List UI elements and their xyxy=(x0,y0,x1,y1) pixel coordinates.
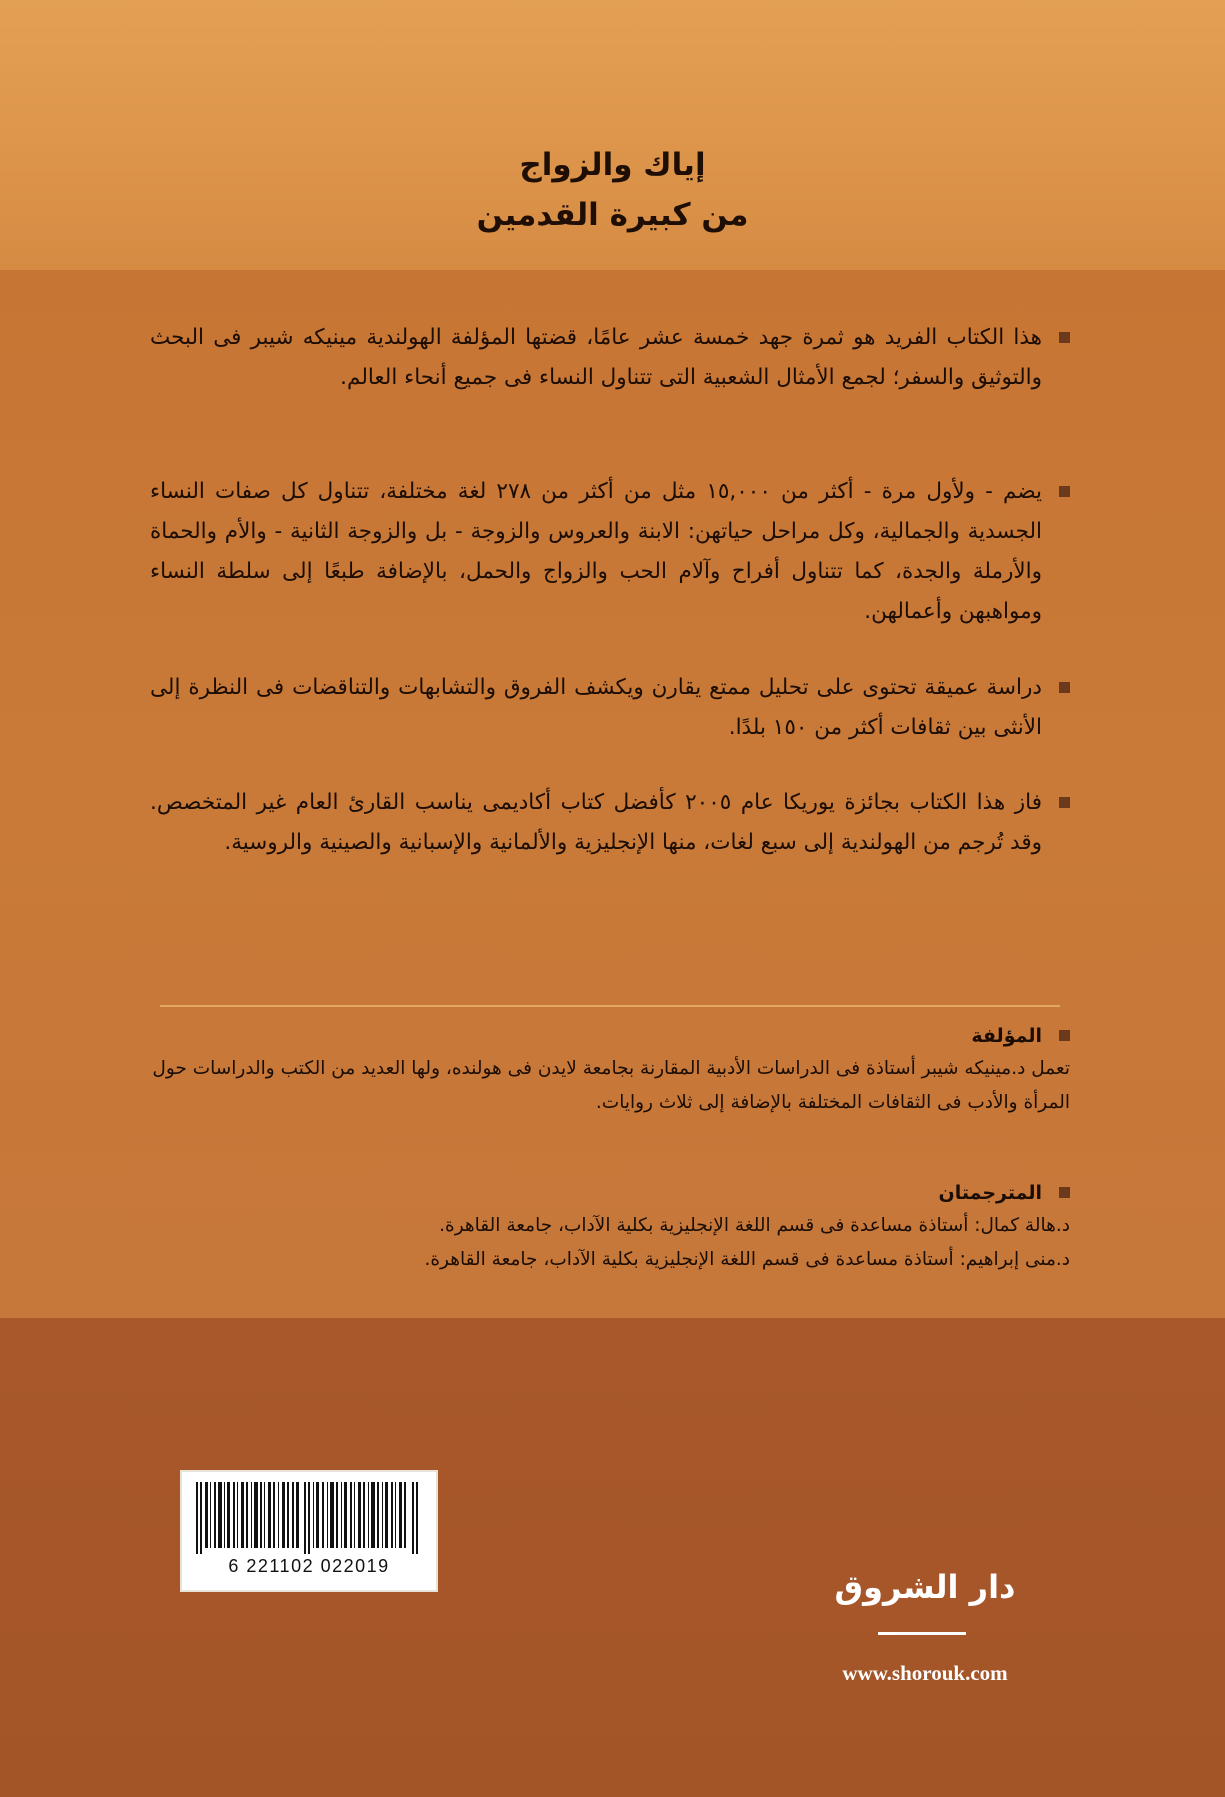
author-section xyxy=(150,1020,1070,1120)
paragraph-text: يضم - ولأول مرة - أكثر من ١٥,٠٠٠ مثل من أكثر من ٢٧٨ لغة مختلفة، تتناول كل صفات النساء الجسدية والجمالية، وكل مراحل حياتهن: الابنة والعروس والزوجة - بل والزوجة الثانية - والأم والحماة والأرملة والجدة، كما تتناول أفراح وآلام الحب والزواج والحمل، بالإضافة طبعًا إلى سلطة النساء ومواهبهن وأعمالهن. xyxy=(150,479,1042,624)
square-bullet-icon xyxy=(1059,797,1070,808)
book-title xyxy=(0,140,1225,240)
paragraph-text: هذا الكتاب الفريد هو ثمرة جهد خمسة عشر عامًا، قضتها المؤلفة الهولندية مينيكه شيبر فى البحث والتوثيق والسفر؛ لجمع الأمثال الشعبية التى تتناول النساء فى جميع أنحاء العالم. xyxy=(150,325,1042,390)
square-bullet-icon xyxy=(1059,682,1070,693)
blurb-paragraph-2 xyxy=(150,472,1070,632)
publisher-name: دار الشروق xyxy=(834,1568,1016,1606)
barcode-bars-icon xyxy=(196,1482,422,1554)
author-bio: تعمل د.مينيكه شيبر أستاذة فى الدراسات الأدبية المقارنة بجامعة لايدن فى هولنده، ولها العديد من الكتب والدراسات حول المرأة والأدب فى الثقافات المختلفة بالإضافة إلى ثلاث روايات. xyxy=(152,1058,1070,1113)
paragraph-text: دراسة عميقة تحتوى على تحليل ممتع يقارن ويكشف الفروق والتشابهات والتناقضات فى النظرة إلى الأنثى بين ثقافات أكثر من ١٥٠ بلدًا. xyxy=(150,675,1042,740)
title-line-2: من كبيرة القدمين xyxy=(476,197,749,233)
translator-2: د.منى إبراهيم: أستاذة مساعدة فى قسم اللغة الإنجليزية بكلية الآداب، جامعة القاهرة. xyxy=(424,1249,1070,1270)
publisher-url: www.shorouk.com xyxy=(842,1661,1008,1685)
title-line-1: إياك والزواج xyxy=(519,147,706,183)
publisher-underline xyxy=(878,1632,966,1635)
paragraph-text: فاز هذا الكتاب بجائزة يوريكا عام ٢٠٠٥ كأفضل كتاب أكاديمى يناسب القارئ العام غير المتخصص. وقد تُرجم من الهولندية إلى سبع لغات، منها الإنجليزية والألمانية والإسبانية والصينية والروسية. xyxy=(150,790,1042,855)
square-bullet-icon xyxy=(1059,1187,1070,1198)
author-heading: المؤلفة xyxy=(971,1025,1042,1047)
publisher-logo xyxy=(790,1565,1060,1686)
translators-section xyxy=(150,1177,1070,1277)
section-divider xyxy=(160,1005,1060,1007)
blurb-paragraph-1 xyxy=(150,318,1070,398)
blurb-paragraph-3 xyxy=(150,668,1070,748)
publisher-name-row xyxy=(790,1565,1060,1653)
translators-heading: المترجمتان xyxy=(938,1182,1042,1204)
translator-1: د.هالة كمال: أستاذة مساعدة فى قسم اللغة الإنجليزية بكلية الآداب، جامعة القاهرة. xyxy=(439,1215,1070,1236)
isbn-barcode xyxy=(180,1470,438,1592)
square-bullet-icon xyxy=(1059,332,1070,343)
square-bullet-icon xyxy=(1059,1030,1070,1041)
blurb-paragraph-4 xyxy=(150,783,1070,863)
square-bullet-icon xyxy=(1059,486,1070,497)
barcode-number: 6 221102 022019 xyxy=(228,1556,390,1576)
